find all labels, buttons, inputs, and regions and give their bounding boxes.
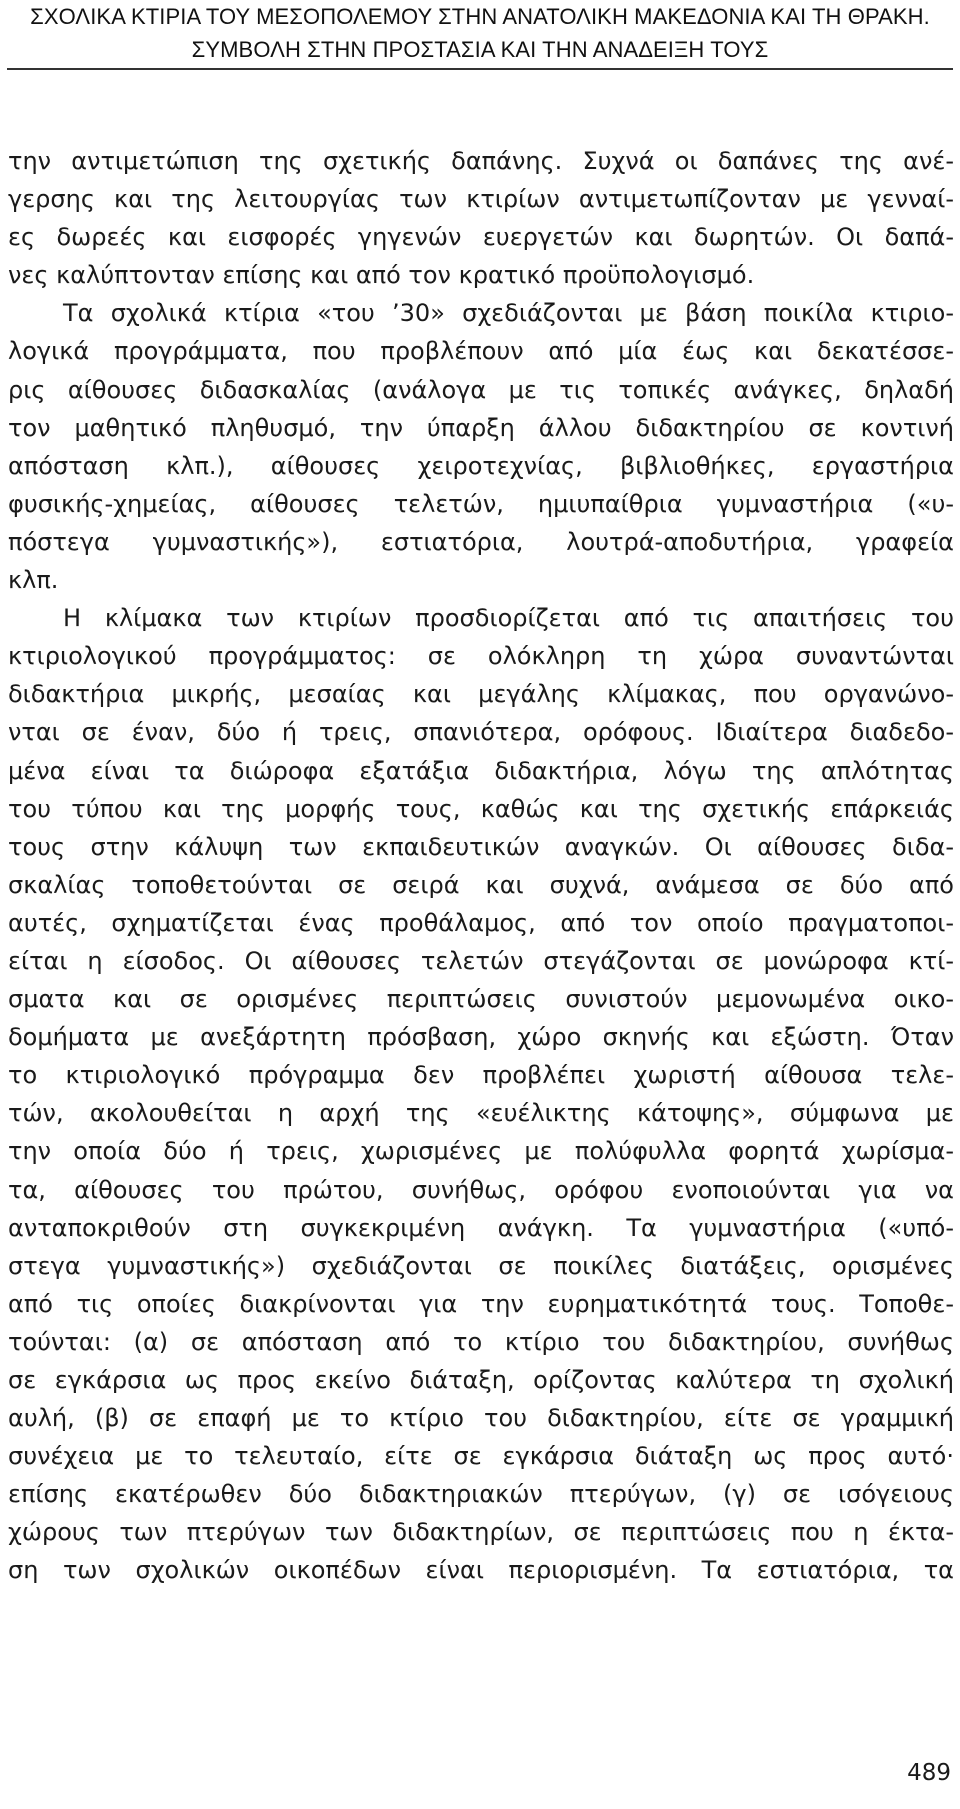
text-line: πόστεγα γυμναστικής»), εστιατόρια, λουτρά-αποδυτήρια, γραφεία [8,527,954,556]
text-line: σκαλίας τοποθετούνται σε σειρά και συχνά, ανάμεσα σε δύο από [8,870,954,899]
text-line: ση των σχολικών οικοπέδων είναι περιορισμένη. Τα εστιατόρια, τα [8,1556,954,1585]
text-line: την οποία δύο ή τρεις, χωρισμένες με πολύφυλλα φορητά χωρίσμα- [8,1137,954,1166]
text-line: διδακτήρια μικρής, μεσαίας και μεγάλης κλίμακας, που οργανώνο- [8,680,954,709]
text-line: αυτές, σχηματίζεται ένας προθάλαμος, από τον οποίο πραγματοποι- [8,908,954,937]
text-line: τους στην κάλυψη των εκπαιδευτικών αναγκών. Οι αίθουσες διδα- [8,832,954,861]
text-line: λογικά προγράμματα, που προβλέπουν από μία έως και δεκατέσσε- [8,337,954,366]
text-line: τα, αίθουσες του πρώτου, συνήθως, ορόφου ενοποιούνται για να [8,1175,954,1204]
text-line: τών, ακολουθείται η αρχή της «ευέλικτης κάτοψης», σύμφωνα με [8,1099,954,1128]
text-line: νες καλύπτονταν επίσης και από τον κρατικό προϋπολογισμό. [8,261,755,290]
text-line: μένα είναι τα διώροφα εξατάξια διδακτήρια, λόγω της απλότητας [8,756,954,785]
text-line: αυλή, (β) σε επαφή με το κτίριο του διδακτηρίου, είτε σε γραμμική [8,1404,954,1433]
text-line: ρις αίθουσες διδασκαλίας (ανάλογα με τις τοπικές ανάγκες, δηλαδή [8,375,954,404]
header-title-line-2: ΣΥΜΒΟΛΗ ΣΤΗΝ ΠΡΟΣΤΑΣΙΑ ΚΑΙ ΤΗΝ ΑΝΑΔΕΙΞΗ ΤΟΥΣ [191,37,769,62]
text-line: φυσικής-χημείας, αίθουσες τελετών, ημιυπαίθρια γυμναστήρια («υ- [8,489,954,518]
text-line: στεγα γυμναστικής») σχεδιάζονται σε ποικίλες διατάξεις, ορισμένες [8,1251,954,1280]
text-line: κλπ. [8,566,59,595]
text-line: συνέχεια με το τελευταίο, είτε σε εγκάρσια διάταξη ως προς αυτό· [8,1442,954,1471]
text-line: ανταποκριθούν στη συγκεκριμένη ανάγκη. Τα γυμναστήρια («υπό- [8,1213,954,1242]
text-line: από τις οποίες διακρίνονται για την ευρηματικότητά τους. Τοποθε- [8,1289,954,1318]
text-line: σματα και σε ορισμένες περιπτώσεις συνιστούν μεμονωμένα οικο- [8,985,954,1014]
text-line: δομήματα με ανεξάρτητη πρόσβαση, χώρο σκηνής και εξώστη. Όταν [8,1023,954,1052]
text-line: χώρους των πτερύγων των διδακτηρίων, σε περιπτώσεις που η έκτα- [8,1518,954,1547]
header-title-line-1: ΣΧΟΛΙΚΑ ΚΤΙΡΙΑ ΤΟΥ ΜΕΣΟΠΟΛΕΜΟΥ ΣΤΗΝ ΑΝΑΤΟΛΙΚΗ ΜΑΚΕΔΟΝΙΑ ΚΑΙ ΤΗ ΘΡΑΚΗ. [30,4,930,29]
text-line: το κτιριολογικό πρόγραμμα δεν προβλέπει χωριστή αίθουσα τελε- [8,1061,954,1090]
text-line: κτιριολογικού προγράμματος: σε ολόκληρη τη χώρα συναντώνται [8,642,954,671]
text-line: απόσταση κλπ.), αίθουσες χειροτεχνίας, βιβλιοθήκες, εργαστήρια [8,451,954,480]
body-text [8,142,954,1590]
text-line: Η κλίμακα των κτιρίων προσδιορίζεται από τις απαιτήσεις του [63,604,954,633]
text-line: την αντιμετώπιση της σχετικής δαπάνης. Συχνά οι δαπάνες της ανέ- [8,147,954,175]
text-line: γερσης και της λειτουργίας των κτιρίων αντιμετωπίζονταν με γενναί- [8,185,954,214]
text-line: τον μαθητικό πληθυσμό, την ύπαρξη άλλου διδακτηρίου σε κοντινή [8,413,954,442]
running-header [0,0,960,66]
page-number: 489 [907,1760,951,1786]
text-line: επίσης εκατέρωθεν δύο διδακτηριακών πτερύγων, (γ) σε ισόγειους [8,1480,954,1509]
header-divider [7,68,953,70]
text-line: Τα σχολικά κτίρια «του ’30» σχεδιάζονται με βάση ποικίλα κτιριο- [63,299,954,328]
text-line: σε εγκάρσια ως προς εκείνο διάταξη, ορίζοντας καλύτερα τη σχολική [8,1366,954,1394]
text-line: του τύπου και της μορφής τους, καθώς και της σχετικής επάρκειάς [8,794,954,823]
text-line: νται σε έναν, δύο ή τρεις, σπανιότερα, ορόφους. Ιδιαίτερα διαδεδο- [8,718,954,747]
text-line: τούνται: (α) σε απόσταση από το κτίριο του διδακτηρίου, συνήθως [8,1327,954,1356]
text-line: ες δωρεές και εισφορές γηγενών ευεργετών και δωρητών. Οι δαπά- [8,223,954,252]
text-line: είται η είσοδος. Οι αίθουσες τελετών στεγάζονται σε μονώροφα κτί- [8,946,954,975]
